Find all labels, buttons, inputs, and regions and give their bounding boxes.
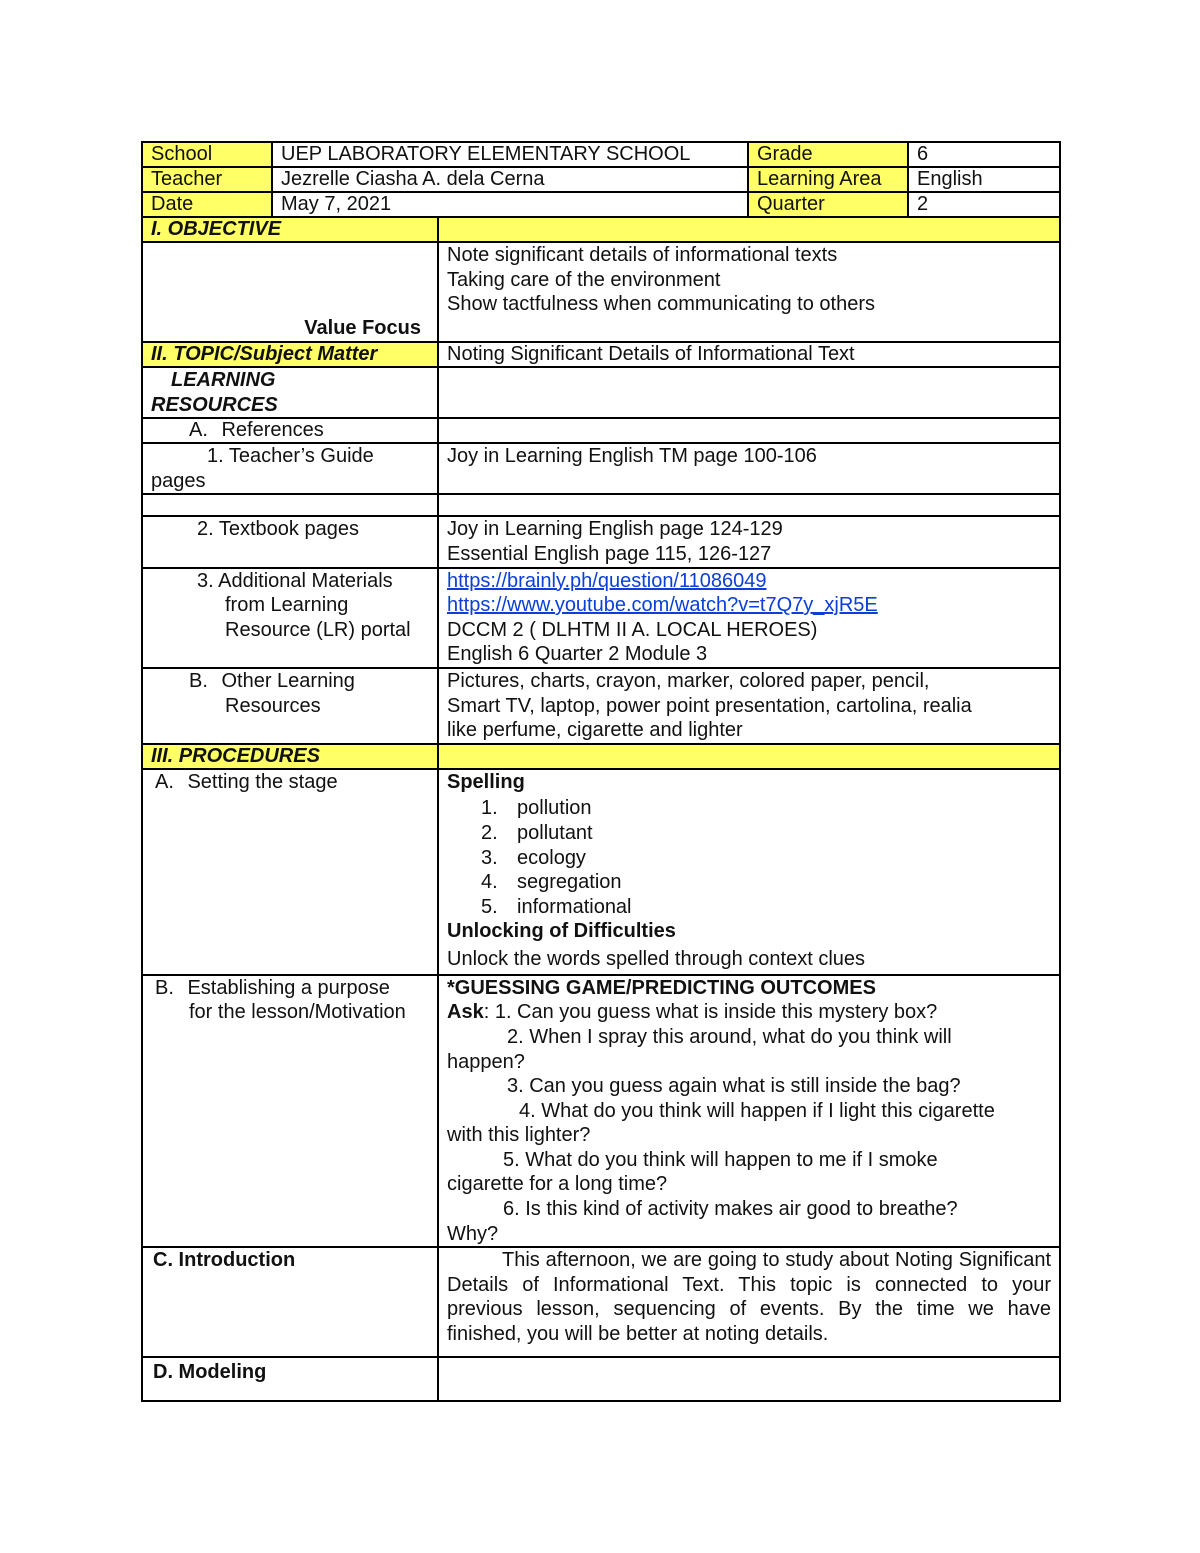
modeling-row: [142, 1357, 1060, 1401]
introduction-text: This afternoon, we are going to study about Noting Significant Details of Informational Text. This topic is connected to your previous lesson, sequencing of events. By the time we have finished, you will be better at noting details.: [438, 1247, 1060, 1357]
learning-area-label: Learning Area: [748, 167, 908, 192]
a-letter: A.: [155, 770, 174, 793]
question-4a: 4. What do you think will happen if I light this cigarette: [519, 1099, 995, 1122]
question-5b: cigarette for a long time?: [447, 1173, 668, 1196]
other-resources-row: [142, 668, 1060, 744]
textbook-line: Joy in Learning English page 124-129: [447, 518, 783, 541]
motivation-content: [438, 975, 1060, 1248]
unlocking-text: Unlock the words spelled through context clues: [447, 947, 866, 970]
additional-line-2: from Learning: [225, 594, 349, 617]
quarter-value: 2: [908, 192, 1060, 217]
other-value: like perfume, cigarette and lighter: [447, 719, 743, 742]
procedures-heading-blank: [438, 744, 1060, 769]
topic-value: Noting Significant Details of Informational Text: [438, 342, 1060, 367]
teachers-guide-line-1: 1. Teacher’s Guide: [207, 445, 374, 468]
other-value: Smart TV, laptop, power point presentation, cartolina, realia: [447, 694, 972, 717]
list-number: 2.: [481, 821, 498, 844]
introduction-label: C. Introduction: [142, 1247, 438, 1357]
teachers-guide-value: Joy in Learning English TM page 100-106: [438, 443, 1060, 494]
b-line-1: Establishing a purpose: [187, 976, 390, 999]
unlocking-title: Unlocking of Difficulties: [447, 920, 676, 943]
teachers-guide-line-2: pages: [151, 469, 206, 492]
learning-resources-heading-2: RESOURCES: [151, 393, 278, 416]
youtube-link[interactable]: https://www.youtube.com/watch?v=t7Q7y_xjR5E: [447, 594, 878, 617]
date-value: May 7, 2021: [272, 192, 748, 217]
teacher-value: Jezrelle Ciasha A. dela Cerna: [272, 167, 748, 192]
question-6a: 6. Is this kind of activity makes air good to breathe?: [503, 1198, 958, 1221]
learning-resources-row: [142, 367, 1060, 418]
teacher-row: [142, 167, 1060, 192]
question-6b: Why?: [447, 1222, 499, 1245]
other-line-2: Resources: [225, 694, 321, 717]
date-row: [142, 192, 1060, 217]
references-letter: A.: [189, 419, 208, 442]
motivation-label: [142, 975, 438, 1248]
school-row: [142, 142, 1060, 167]
textbook-line: Essential English page 115, 126-127: [447, 542, 772, 565]
procedures-heading-row: [142, 744, 1060, 769]
ask-label: Ask: [447, 1001, 484, 1024]
spacer-cell: [142, 494, 438, 516]
teachers-guide-label: [142, 443, 438, 494]
other-line-1: Other Learning: [221, 669, 355, 692]
references-label-cell: [142, 418, 438, 443]
list-item: [481, 870, 1051, 895]
a-label: Setting the stage: [187, 770, 338, 793]
list-item: [481, 821, 1051, 846]
school-value: UEP LABORATORY ELEMENTARY SCHOOL: [272, 142, 748, 167]
grade-label: Grade: [748, 142, 908, 167]
textbook-label-cell: [142, 516, 438, 567]
learning-area-value: English: [908, 167, 1060, 192]
other-resources-values: [438, 668, 1060, 744]
setting-stage-content: [438, 769, 1060, 975]
value-focus-label: Value Focus: [304, 317, 421, 340]
additional-line-3: Resource (LR) portal: [225, 618, 411, 641]
b-line-2: for the lesson/Motivation: [189, 1001, 406, 1024]
grade-value: 6: [908, 142, 1060, 167]
list-number: 5.: [481, 895, 498, 918]
game-title: *GUESSING GAME/PREDICTING OUTCOMES: [447, 976, 876, 999]
list-item: [481, 846, 1051, 871]
b-letter: B.: [155, 976, 174, 999]
question-3: 3. Can you guess again what is still inside the bag?: [507, 1075, 961, 1098]
brainly-link[interactable]: https://brainly.ph/question/11086049: [447, 569, 767, 592]
spacer-row: [142, 494, 1060, 516]
setting-stage-label: [142, 769, 438, 975]
other-letter: B.: [189, 669, 208, 692]
spelling-title: Spelling: [447, 770, 525, 793]
motivation-row: [142, 975, 1060, 1248]
additional-materials-label: [142, 568, 438, 668]
spelling-list: [447, 796, 1051, 919]
quarter-label: Quarter: [748, 192, 908, 217]
objective-heading-blank: [438, 217, 1060, 242]
learning-resources-blank: [438, 367, 1060, 418]
spacer-cell: [438, 494, 1060, 516]
objective-heading-row: [142, 217, 1060, 242]
list-number: 4.: [481, 871, 498, 894]
additional-value: English 6 Quarter 2 Module 3: [447, 643, 708, 666]
list-item: [481, 796, 1051, 821]
procedures-heading: III. PROCEDURES: [142, 744, 438, 769]
question-4b: with this lighter?: [447, 1124, 591, 1147]
objective-list: [438, 242, 1060, 342]
teacher-label: Teacher: [142, 167, 272, 192]
references-row: [142, 418, 1060, 443]
list-number: 1.: [481, 797, 498, 820]
list-item: [481, 895, 1051, 920]
objective-line: Note significant details of informational texts: [447, 244, 838, 266]
additional-value: DCCM 2 ( DLHTM II A. LOCAL HEROES): [447, 618, 818, 641]
textbook-row: [142, 516, 1060, 567]
question-5a: 5. What do you think will happen to me if I smoke: [503, 1148, 938, 1171]
question-2b: happen?: [447, 1050, 525, 1073]
other-resources-label: [142, 668, 438, 744]
topic-label: II. TOPIC/Subject Matter: [142, 342, 438, 367]
objective-row: [142, 242, 1060, 342]
objective-line: Show tactfulness when communicating to others: [447, 293, 875, 316]
learning-resources-heading: [142, 367, 438, 418]
lesson-plan: [141, 141, 1059, 1402]
references-blank: [438, 418, 1060, 443]
additional-line-1: 3. Additional Materials: [197, 569, 393, 592]
teachers-guide-row: [142, 443, 1060, 494]
objective-line: Taking care of the environment: [447, 268, 721, 291]
modeling-blank: [438, 1357, 1060, 1401]
value-focus-cell: [142, 242, 438, 342]
textbook-label: 2. Textbook pages: [197, 518, 359, 541]
list-number: 3.: [481, 846, 498, 869]
date-label: Date: [142, 192, 272, 217]
school-label: School: [142, 142, 272, 167]
references-label: References: [221, 419, 324, 442]
introduction-row: [142, 1247, 1060, 1357]
lesson-plan-table: [141, 141, 1061, 1402]
textbook-values: [438, 516, 1060, 567]
question-2a: 2. When I spray this around, what do you think will: [507, 1025, 952, 1048]
question-1: : 1. Can you guess what is inside this mystery box?: [483, 1001, 938, 1024]
modeling-label: D. Modeling: [142, 1357, 438, 1401]
spelling-word: pollution: [517, 797, 592, 820]
additional-materials-row: [142, 568, 1060, 668]
objective-heading: I. OBJECTIVE: [142, 217, 438, 242]
spelling-word: ecology: [517, 846, 586, 869]
learning-resources-heading-1: LEARNING: [171, 369, 276, 391]
topic-row: [142, 342, 1060, 367]
setting-stage-row: [142, 769, 1060, 975]
spelling-word: segregation: [517, 871, 622, 894]
other-value: Pictures, charts, crayon, marker, colored paper, pencil,: [447, 669, 930, 692]
spelling-word: pollutant: [517, 821, 593, 844]
additional-materials-values: [438, 568, 1060, 668]
spelling-word: informational: [517, 895, 632, 918]
